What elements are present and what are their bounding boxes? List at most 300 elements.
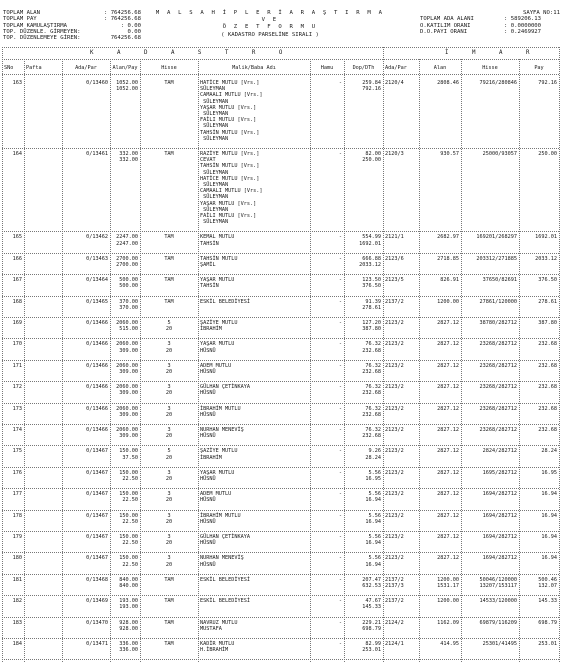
malik-line: İBRAHİM MUTLU [200, 512, 241, 519]
cell-sno [4, 363, 22, 369]
cell-dop [346, 620, 381, 632]
cell-dop [346, 427, 381, 439]
ipay-line: 387.80 [538, 320, 557, 326]
malik-line: SÜLEYMAN [200, 135, 229, 142]
cell-ialan [421, 641, 459, 647]
cell-iada [385, 598, 417, 604]
hamu-line: - [338, 384, 342, 391]
cell-hisse [142, 641, 196, 647]
dop-line: 82.99 [365, 641, 381, 647]
ipay-line: 232.68 [538, 427, 557, 433]
ihisse-line: 14533/120000 [479, 598, 517, 605]
sno-line: 182 [12, 598, 22, 605]
ihisse-line: 38780/282712 [479, 320, 517, 326]
ialan-line: 2718.85 [437, 255, 459, 262]
cell-ihisse [463, 299, 517, 305]
malik-line: İBRAHİM MUTLU [200, 405, 241, 412]
hisse-line: 20 [165, 411, 173, 418]
dop-line: 76.32 [365, 384, 381, 391]
cell-alan [112, 234, 138, 246]
malik-line: HÜSNÜ [200, 540, 216, 547]
ihisse-line: 27861/120000 [479, 298, 517, 305]
cell-ihisse [463, 406, 517, 412]
cell-ihisse [463, 151, 517, 157]
cell-hisse [142, 234, 196, 240]
ihisse-line: 50046/120000 [479, 576, 517, 583]
column-divider [198, 59, 199, 662]
sno-line: 163 [12, 80, 22, 86]
summary-value: : 589206.13 [504, 16, 542, 23]
title-line-2: V E [261, 17, 279, 24]
ada-line: 0/13470 [86, 619, 108, 626]
hisse-line: 3 [167, 405, 171, 412]
cell-malik [200, 363, 308, 375]
ialan-line: 1200.00 [437, 576, 459, 583]
malik-line: YAŞAR MUTLU [Vrs.] [200, 200, 257, 207]
hisse-line: 3 [167, 491, 171, 498]
cell-ada [64, 406, 108, 412]
hamu-line: - [338, 469, 342, 476]
cell-ipay [521, 470, 557, 476]
iada-line: 2123/2 [385, 555, 404, 562]
ialan-line: 2808.46 [437, 80, 459, 86]
cell-ada [64, 448, 108, 454]
hamu-line: - [338, 491, 342, 498]
cell-sno [4, 256, 22, 262]
hisse-line: 20 [165, 497, 173, 504]
cell-ada [64, 620, 108, 626]
cell-iada [385, 427, 417, 433]
cell-hisse [142, 406, 196, 418]
cell-ihisse [463, 448, 517, 454]
iada-line: 2123/2 [385, 362, 404, 369]
ihisse-line: 37650/82691 [482, 277, 517, 284]
cell-sno [4, 577, 22, 583]
ialan-line: 414.95 [440, 641, 459, 647]
total-label: TOPLAM ALAN [3, 10, 41, 16]
malik-line: NURHAN MENEVİŞ [200, 427, 244, 433]
sno-line: 184 [12, 641, 22, 647]
dop-line: 76.32 [365, 405, 381, 412]
cell-ada [64, 470, 108, 476]
cell-malik [200, 427, 308, 439]
cell-ihisse [463, 277, 517, 283]
row-divider [2, 659, 559, 660]
malik-line: HÜSNÜ [200, 390, 216, 397]
cell-alan [112, 555, 138, 567]
ipay-line: 1692.01 [535, 234, 557, 241]
row-divider [2, 617, 559, 618]
ada-line: 0/13466 [86, 362, 108, 369]
dop-line: 253.01 [362, 647, 381, 654]
dop-line: 554.99 [362, 234, 381, 241]
iada-line: 2123/2 [385, 427, 404, 433]
row-divider [2, 274, 559, 275]
hamu-line: - [338, 534, 342, 540]
hisse-line: 3 [167, 555, 171, 562]
cell-dop [346, 555, 381, 567]
alan-line: 150.00 [119, 555, 138, 562]
alan-line: 22.50 [122, 476, 138, 482]
ialan-line: 2827.12 [437, 405, 459, 412]
alan-line: 309.00 [119, 347, 138, 354]
cell-ada [64, 384, 108, 390]
ialan-line: 2827.12 [437, 427, 459, 433]
hamu-line: - [338, 576, 342, 583]
column-header-pafta: Pafta [26, 65, 42, 71]
cell-ipay [521, 80, 557, 86]
ihisse-line: 2824/282712 [482, 448, 517, 455]
cell-iada [385, 620, 417, 626]
alan-line: 150.00 [119, 469, 138, 476]
ialan-line: 1200.00 [437, 298, 459, 305]
column-divider [519, 59, 520, 662]
hamu-line: - [338, 234, 342, 241]
cell-hisse [142, 320, 196, 332]
cell-iada [385, 80, 417, 86]
cell-ipay [521, 577, 557, 589]
dop-line: 278.61 [362, 304, 381, 311]
cell-iada [385, 256, 417, 262]
ada-line: 0/13467 [86, 469, 108, 476]
alan-line: 336.00 [119, 641, 138, 647]
dop-line: 9.26 [368, 448, 381, 455]
cell-hisse [142, 341, 196, 353]
malik-line: TAHSİN MUTLU [Vrs.] [200, 129, 260, 136]
ihisse-line: 1694/282712 [482, 555, 517, 562]
ihisse-line: 23268/282712 [479, 427, 517, 433]
cell-sno [4, 151, 22, 157]
cell-sno [4, 534, 22, 540]
cell-iada [385, 534, 417, 540]
sno-line: 171 [12, 362, 22, 369]
ihisse-line: 79216/280846 [479, 80, 517, 86]
cell-ihisse [463, 491, 517, 497]
iada-line: 2123/2 [385, 320, 404, 326]
cell-alan [112, 470, 138, 482]
alan-line: 332.00 [119, 151, 138, 157]
hamu-line: - [338, 362, 342, 369]
cell-sno [4, 470, 22, 476]
alan-line: 22.50 [122, 518, 138, 525]
iada-line: 2120/4 [385, 80, 404, 86]
dop-line: 698.79 [362, 625, 381, 632]
ihisse-line: 23268/282712 [479, 362, 517, 369]
iada-line: 2137/2 [385, 576, 404, 583]
cell-ada [64, 256, 108, 262]
ialan-line: 2827.12 [437, 384, 459, 391]
cell-malik [200, 620, 308, 632]
dop-line: 16.94 [365, 518, 381, 525]
cell-malik [200, 513, 308, 525]
malik-line: İBRAHİM [200, 326, 222, 333]
cell-ialan [421, 363, 459, 369]
cell-ipay [521, 513, 557, 519]
ada-line: 0/13471 [86, 641, 108, 647]
cell-hamu [312, 384, 342, 390]
sno-line: 183 [12, 619, 22, 626]
section-kadastro: K A D A S T R O [90, 50, 293, 56]
cell-iada [385, 491, 417, 497]
cell-ihisse [463, 534, 517, 540]
cell-dop [346, 363, 381, 375]
malik-line: YAŞAR MUTLU [200, 469, 235, 476]
hisse-line: 20 [165, 561, 173, 568]
hisse-line: 20 [165, 518, 173, 525]
total-label: TOP. DÜZENLEMEYE GİREN: [3, 35, 81, 42]
dop-line: 666.88 [362, 255, 381, 262]
alan-line: 515.00 [119, 326, 138, 333]
hisse-line: TAM [164, 234, 174, 241]
cell-ada [64, 299, 108, 305]
alan-line: 2700.00 [116, 255, 138, 262]
hamu-line: - [338, 277, 342, 284]
alan-line: 928.00 [119, 619, 138, 626]
row-divider [2, 424, 559, 425]
dop-line: 5.56 [368, 512, 381, 519]
cell-alan [112, 299, 138, 311]
ada-line: 0/13466 [86, 405, 108, 412]
alan-line: 2060.00 [116, 384, 138, 391]
malik-line: YAŞAR MUTLU [Vrs.] [200, 104, 257, 111]
cell-ialan [421, 470, 459, 476]
table-edge [383, 47, 384, 662]
cell-alan [112, 151, 138, 163]
ipay-line: 16.94 [541, 534, 557, 540]
cell-dop [346, 80, 381, 92]
cell-ada [64, 577, 108, 583]
hisse-line: 20 [165, 390, 173, 397]
cell-hamu [312, 80, 342, 86]
report-title [145, 10, 395, 39]
ihisse-line: 1694/282712 [482, 491, 517, 498]
cell-ialan [421, 577, 459, 589]
alan-line: 370.00 [119, 304, 138, 311]
cell-ihisse [463, 363, 517, 369]
hisse-line: 5 [167, 320, 171, 326]
cell-ipay [521, 234, 557, 240]
alan-line: 2060.00 [116, 405, 138, 412]
column-header-dop: Dop/DTh [352, 65, 375, 71]
ialan-line: 2827.12 [437, 341, 459, 348]
hamu-line: - [338, 448, 342, 455]
cell-ada [64, 363, 108, 369]
cell-malik [200, 534, 308, 546]
dop-line: 82.00 [365, 151, 381, 157]
column-divider [110, 59, 111, 662]
cell-hamu [312, 406, 342, 412]
cell-ihisse [463, 320, 517, 326]
ada-line: 0/13469 [86, 598, 108, 605]
cell-alan [112, 534, 138, 546]
sno-line: 180 [12, 555, 22, 562]
cell-sno [4, 80, 22, 86]
cell-ada [64, 491, 108, 497]
cell-ialan [421, 406, 459, 412]
iada-line: 2123/2 [385, 534, 404, 540]
cell-sno [4, 299, 22, 305]
iada-line: 2123/2 [385, 512, 404, 519]
alan-line: 193.00 [119, 604, 138, 611]
sno-line: 167 [12, 277, 22, 284]
cell-iada [385, 641, 417, 647]
sno-line: 177 [12, 491, 22, 498]
ada-line: 0/13467 [86, 512, 108, 519]
ihisse-line: 23268/282712 [479, 405, 517, 412]
dop-line: 1692.01 [359, 240, 381, 247]
cell-ipay [521, 448, 557, 454]
cell-ada [64, 80, 108, 86]
alan-line: 2060.00 [116, 362, 138, 369]
row-divider [2, 317, 559, 318]
malik-line: KADİR MUTLU [200, 641, 235, 647]
ialan-line: 1162.09 [437, 619, 459, 626]
sno-line: 179 [12, 534, 22, 540]
ihisse-line: 1694/282712 [482, 534, 517, 540]
cell-iada [385, 577, 417, 589]
alan-line: 309.00 [119, 369, 138, 375]
row-divider [2, 148, 559, 149]
cell-hamu [312, 534, 342, 540]
cell-malik [200, 470, 308, 482]
cell-ipay [521, 256, 557, 262]
hisse-line: 3 [167, 534, 171, 540]
cell-ipay [521, 299, 557, 305]
hisse-line: 20 [165, 476, 173, 482]
cell-ialan [421, 491, 459, 497]
malik-line: SÜLEYMAN [200, 123, 229, 130]
dop-line: 76.32 [365, 341, 381, 348]
cell-malik [200, 641, 308, 653]
sno-line: 169 [12, 320, 22, 326]
ialan-line: 2827.12 [437, 512, 459, 519]
hisse-line: 20 [165, 326, 173, 333]
cell-ipay [521, 427, 557, 433]
cell-alan [112, 363, 138, 375]
alan-line: 2247.00 [116, 234, 138, 241]
alan-line: 150.00 [119, 534, 138, 540]
cell-alan [112, 320, 138, 332]
summary-label: O.KATILIM ORANI [420, 22, 471, 29]
hisse-line: 3 [167, 469, 171, 476]
hisse-line: TAM [164, 80, 174, 86]
iada-line: 2123/2 [385, 384, 404, 391]
ihisse-line: 1694/282712 [482, 512, 517, 519]
alan-line: 2060.00 [116, 320, 138, 326]
alan-line: 309.00 [119, 433, 138, 440]
iada-line: 2137/3 [385, 583, 404, 589]
dop-line: 229.21 [362, 619, 381, 626]
cell-hamu [312, 320, 342, 326]
sno-line: 164 [12, 151, 22, 157]
cell-malik [200, 491, 308, 503]
ipay-line: 132.07 [538, 583, 557, 589]
dop-line: 28.24 [365, 454, 381, 461]
malik-line: NAVRUZ MUTLU [200, 619, 238, 626]
ihisse-line: 1695/282712 [482, 469, 517, 476]
title-line-4: ( KADASTRO PARSELİNE SIRALI ) [221, 31, 319, 38]
row-divider [2, 488, 559, 489]
malik-line: H.İBRAHİM [200, 647, 229, 654]
cell-hamu [312, 641, 342, 647]
column-divider [62, 59, 63, 662]
column-header-imar-ada: Ada/Par [385, 65, 407, 71]
malik-line: HÜSNÜ [200, 347, 216, 354]
cell-hamu [312, 598, 342, 604]
cell-sno [4, 491, 22, 497]
ihisse-line: 23268/282712 [479, 341, 517, 348]
total-label: TOPLAM PAY [3, 16, 37, 23]
cell-hamu [312, 448, 342, 454]
cell-hisse [142, 363, 196, 375]
cell-ihisse [463, 598, 517, 604]
dop-line: 232.68 [362, 433, 381, 440]
hisse-line: TAM [164, 151, 174, 157]
malik-line: NURHAN MENEVİŞ [200, 555, 244, 562]
cell-sno [4, 320, 22, 326]
ialan-line: 2827.12 [437, 555, 459, 562]
dop-line: 76.32 [365, 362, 381, 369]
dop-line: 792.16 [362, 86, 381, 93]
cell-malik [200, 384, 308, 396]
dop-line: 259.84 [362, 80, 381, 86]
cell-ialan [421, 151, 459, 157]
sno-line: 170 [12, 341, 22, 348]
cell-hamu [312, 577, 342, 583]
section-imar: İ M A R [445, 50, 540, 56]
hamu-line: - [338, 598, 342, 605]
hisse-line: 3 [167, 384, 171, 391]
cell-alan [112, 256, 138, 268]
cell-dop [346, 234, 381, 246]
total-label: TOPLAM KAMULAŞTIRMA [3, 22, 67, 29]
cell-iada [385, 299, 417, 305]
malik-line: SÜLEYMAN [200, 182, 229, 189]
cell-sno [4, 641, 22, 647]
row-divider [2, 381, 559, 382]
ialan-line: 2827.12 [437, 362, 459, 369]
cell-dop [346, 406, 381, 418]
ihisse-line: 69879/116209 [479, 619, 517, 626]
column-header-sno: SNo [4, 65, 14, 71]
malik-line: HÜSNÜ [200, 561, 216, 568]
cell-ipay [521, 384, 557, 390]
column-divider [140, 59, 141, 662]
hisse-line: TAM [164, 255, 174, 262]
cell-dop [346, 384, 381, 396]
dop-line: 5.56 [368, 534, 381, 540]
column-header-imar-hisse: Hisse [482, 65, 498, 71]
cell-malik [200, 256, 308, 268]
cell-alan [112, 598, 138, 610]
sno-line: 172 [12, 384, 22, 391]
cell-dop [346, 277, 381, 289]
ipay-line: 16.94 [541, 555, 557, 562]
ipay-line: 253.01 [538, 641, 557, 647]
malik-line: CAMAALI MUTLU [Vrs.] [200, 92, 263, 99]
alan-line: 22.50 [122, 540, 138, 547]
hisse-line: 20 [165, 540, 173, 547]
row-divider [2, 638, 559, 639]
row-divider [2, 338, 559, 339]
alan-line: 1052.00 [116, 80, 138, 86]
summary-label: TOPLAM ADA ALANI [420, 16, 474, 23]
sno-line: 176 [12, 469, 22, 476]
ipay-line: 232.68 [538, 362, 557, 369]
column-divider [344, 59, 345, 662]
cell-alan [112, 427, 138, 439]
hamu-line: - [338, 427, 342, 433]
